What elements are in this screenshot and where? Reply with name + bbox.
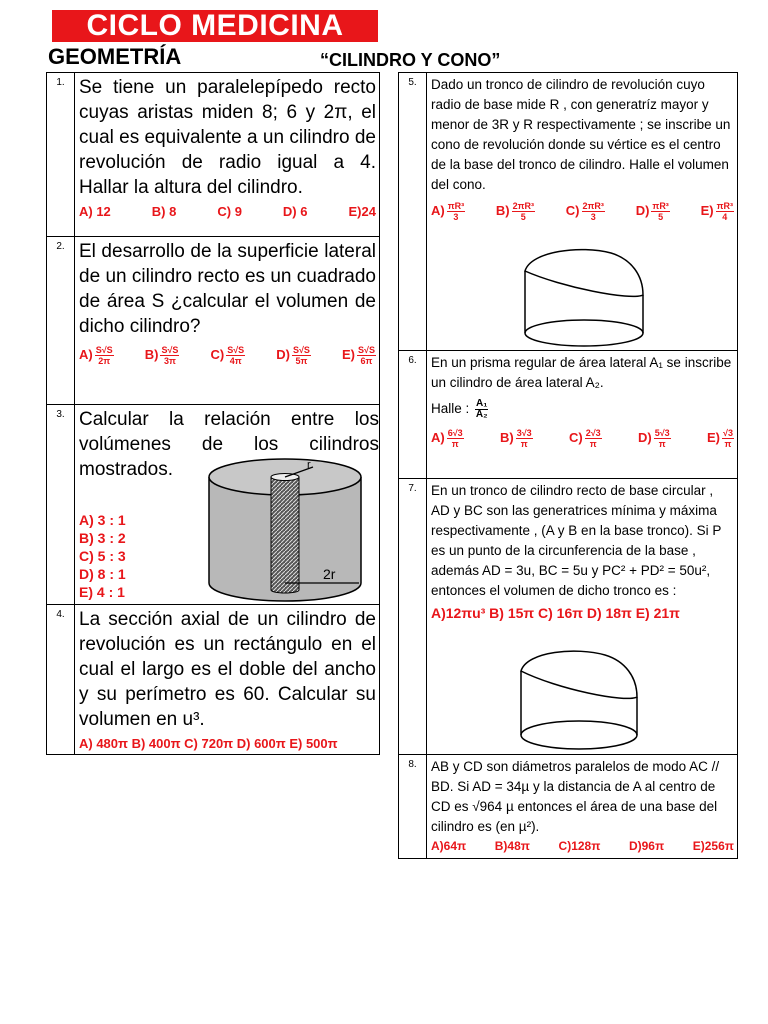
option-e: E)256π <box>692 839 734 853</box>
option-d: D) $\frac{5√3}{\pi}$ <box>638 428 670 449</box>
option-e: E) 4 : 1 <box>79 584 125 600</box>
problem-text: Dado un tronco de cilindro de revolución cuyo radio de base mide R , con generatríz mayor y menor de 3R y R respectivamente ; se inscribe un cono de revolución donde su vértice es el centro de la base del tronco de cilindro. Halle el volumen del cono. <box>431 77 731 192</box>
option-e: E)24 <box>348 204 376 219</box>
problem-4 <box>47 605 379 755</box>
problem-number: 7. <box>399 479 427 754</box>
option-d: D) 6 <box>282 204 308 219</box>
option-b: B)48π <box>494 839 530 853</box>
option-c: C) $\frac{\text{2πR³}}{3}$ <box>565 201 604 222</box>
options: A)12πu³ B) 15π C) 16π D) 18π E) 21π <box>431 605 680 621</box>
problem-number: 2. <box>47 237 75 404</box>
option-c: C) 5 : 3 <box>79 548 126 564</box>
cylinders-figure <box>205 455 375 605</box>
problem-number: 1. <box>47 73 75 236</box>
problem-3 <box>47 405 379 605</box>
options <box>79 204 376 219</box>
option-e: E) $\frac{S√S}{6\pi}$ <box>342 345 375 366</box>
option-d: D) 8 : 1 <box>79 566 126 582</box>
problem-1 <box>47 73 379 237</box>
option-d: D)96π <box>628 839 665 853</box>
subject-title: GEOMETRÍA <box>48 44 182 69</box>
problem-7 <box>399 479 737 755</box>
option-a: A) 12 <box>79 204 111 219</box>
small-radius-label: r <box>307 459 311 471</box>
option-a: A) $\frac{6√3}{\pi}$ <box>431 428 463 449</box>
options <box>79 345 376 366</box>
problem-text: El desarrollo de la superficie lateral de un cilindro recto es un cuadrado de área S ¿calcular el volumen de dicho cilindro? <box>79 241 376 337</box>
problem-text: En un prisma regular de área lateral A₁ se inscribe un cilindro de área lateral A₂. <box>431 355 732 390</box>
problem-text: AB y CD son diámetros paralelos de modo AC // BD. Si AD = 34µ y la distancia de A al centro de CD es √964 µ entonces el área de una base del cilindro es (en µ²). <box>431 759 720 834</box>
problem-2 <box>47 237 379 405</box>
option-c: C) 9 <box>217 204 242 219</box>
topic-title: “CILINDRO Y CONO” <box>320 50 501 70</box>
problem-text: Calcular la relación entre los volúmenes de los cilindros mostrados. <box>79 409 379 480</box>
option-c: C) $\frac{2√3}{\pi}$ <box>569 428 601 449</box>
option-b: B) $\frac{3√3}{\pi}$ <box>500 428 532 449</box>
options <box>79 511 126 601</box>
option-d: D) $\frac{S√S}{5\pi}$ <box>276 345 310 366</box>
problem-number: 6. <box>399 351 427 478</box>
problem-number: 3. <box>47 405 75 604</box>
option-a: A) $\frac{S√S}{2\pi}$ <box>79 345 113 366</box>
problem-6 <box>399 351 737 479</box>
problem-number: 4. <box>47 605 75 754</box>
large-radius-label: 2r <box>323 566 336 582</box>
banner-title: CICLO MEDICINA <box>52 10 378 42</box>
option-e: E) $\frac{\text{πR³}}{4}$ <box>700 201 733 222</box>
option-c: C)128π <box>558 839 601 853</box>
halle-line: Halle : $\frac{\text{A₁}}{\text{A₂}}$ <box>431 398 488 420</box>
problem-5 <box>399 73 737 351</box>
truncated-cylinder-figure <box>521 245 651 349</box>
problem-text: Se tiene un paralelepípedo recto cuyas aristas miden 8; 6 y 2π, el cual es equivalente a un cilindro de revolución de radio igual a 4. Hallar la altura del cilindro. <box>79 77 376 198</box>
option-a: A) $\frac{\text{πR³}}{3}$ <box>431 201 465 222</box>
option-b: B) 8 <box>151 204 177 219</box>
truncated-cylinder-figure <box>517 647 647 755</box>
problem-number: 5. <box>399 73 427 350</box>
option-d: D) $\frac{\text{πR³}}{5}$ <box>635 201 669 222</box>
problem-8 <box>399 755 737 859</box>
left-column <box>46 72 380 755</box>
problem-text: En un tronco de cilindro recto de base circular , AD y BC son las generatrices mínima y máxima respectivamente , (A y B en la base tronco). Si P es un punto de la circunferencia de la base , además AD = 3u, BC = 5u y PC² + PD² = 50u², entonces el volumen de dicho tronco es : <box>431 483 722 598</box>
option-a: A) 3 : 1 <box>79 512 126 528</box>
right-column <box>398 72 738 859</box>
option-a: A)64π <box>431 839 467 853</box>
options <box>431 839 734 853</box>
options <box>431 428 734 449</box>
option-b: B) $\frac{S√S}{3\pi}$ <box>144 345 179 366</box>
problem-text: La sección axial de un cilindro de revolución es un rectángulo en el cual el largo es el doble del ancho y su perímetro es 60. Calcular su volumen en u³. <box>79 609 376 730</box>
option-b: B) 3 : 2 <box>79 530 126 546</box>
option-c: C) $\frac{S√S}{4\pi}$ <box>210 345 245 366</box>
options <box>431 201 734 222</box>
option-e: E) $\frac{√3}{\pi}$ <box>707 428 733 449</box>
problem-number: 8. <box>399 755 427 858</box>
option-b: B) $\frac{\text{2πR³}}{5}$ <box>495 201 535 222</box>
options: A) 480π B) 400π C) 720π D) 600π E) 500π <box>79 736 338 751</box>
